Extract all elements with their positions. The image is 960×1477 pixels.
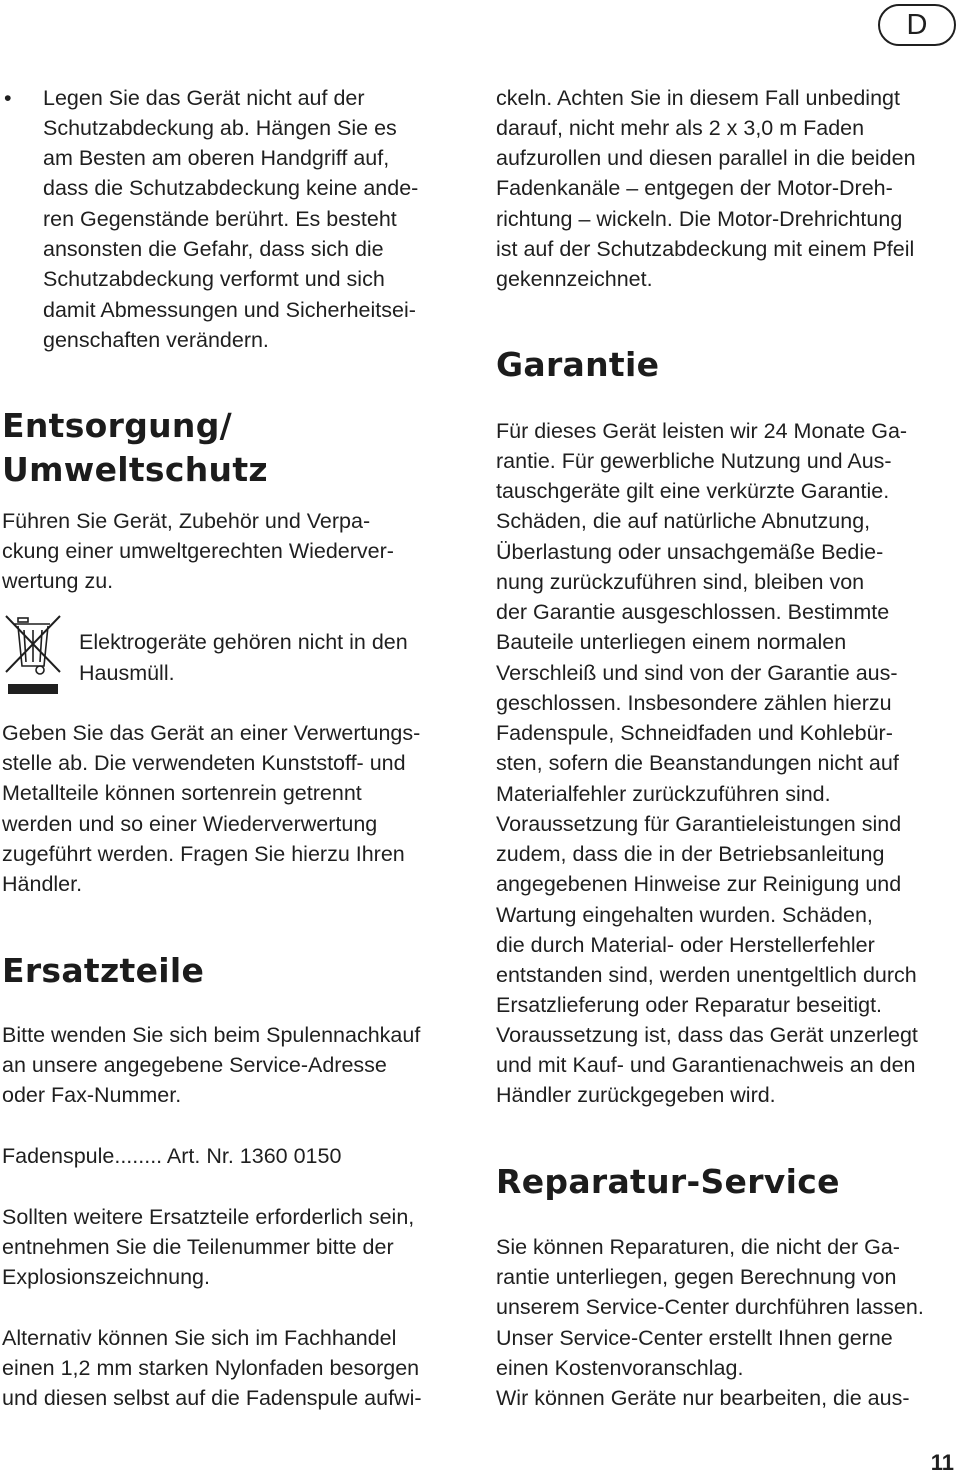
text-line: Für dieses Gerät leisten wir 24 Monate Ga-	[496, 419, 908, 443]
section-heading-entsorgung-line1: Entsorgung/	[2, 406, 232, 445]
text-line: Legen Sie das Gerät nicht auf der	[43, 86, 365, 110]
text-line: Metallteile können sortenrein getrennt	[2, 781, 362, 805]
text-line: Händler.	[2, 872, 83, 896]
text-line: Wir können Geräte nur bearbeiten, die aus-	[496, 1386, 910, 1410]
text-line: Sollten weitere Ersatzteile erforderlich sein,	[2, 1205, 415, 1229]
text-line: gekennzeichnet.	[496, 267, 653, 291]
text-line: dass die Schutzabdeckung keine ande-	[43, 176, 419, 200]
text-line: Wartung eingehalten wurden. Schäden,	[496, 903, 873, 927]
text-line: Fadenkanäle – entgegen der Motor-Dreh-	[496, 176, 893, 200]
text-line: Sie können Reparaturen, die nicht der Ga-	[496, 1235, 900, 1259]
text-line: Explosionszeichnung.	[2, 1265, 210, 1289]
text-line: zugeführt werden. Fragen Sie hierzu Ihren	[2, 842, 405, 866]
text-line: und diesen selbst auf die Fadenspule aufwi-	[2, 1386, 422, 1410]
text-line: stelle ab. Die verwendeten Kunststoff- und	[2, 751, 406, 775]
page-number: 11	[930, 1450, 954, 1475]
text-line: einen 1,2 mm starken Nylonfaden besorgen	[2, 1356, 420, 1380]
text-line: entstanden sind, werden unentgeltlich durch	[496, 963, 917, 987]
text-line: Bauteile unterliegen einem normalen	[496, 630, 847, 654]
text-line: damit Abmessungen und Sicherheitsei-	[43, 298, 416, 322]
text-line: oder Fax-Nummer.	[2, 1083, 182, 1107]
text-line: Verschleiß und sind von der Garantie aus-	[496, 661, 898, 685]
text-line: ckeln. Achten Sie in diesem Fall unbedingt	[496, 86, 900, 110]
text-line: werden und so einer Wiederverwertung	[2, 812, 378, 836]
text-line: Alternativ können Sie sich im Fachhandel	[2, 1326, 397, 1350]
section-heading-ersatzteile: Ersatzteile	[2, 951, 205, 990]
text-line: richtung – wickeln. Die Motor-Drehrichtung	[496, 207, 903, 231]
text-line: Fadenspule, Schneidfaden und Kohlebür-	[496, 721, 893, 745]
text-line: Hausmüll.	[79, 661, 175, 685]
text-line: wertung zu.	[2, 569, 114, 593]
text-line: genschaften verändern.	[43, 328, 269, 352]
text-line: Unser Service-Center erstellt Ihnen gerne	[496, 1326, 893, 1350]
text-line: ren Gegenstände berührt. Es besteht	[43, 207, 397, 231]
text-line: ansonsten die Gefahr, dass sich die	[43, 237, 384, 261]
text-line: sten, sofern die Beanstandungen nicht auf	[496, 751, 899, 775]
text-line: Voraussetzung für Garantieleistungen sind	[496, 812, 902, 836]
text-line: Händler zurückgegeben wird.	[496, 1083, 776, 1107]
text-line: Schutzabdeckung ab. Hängen Sie es	[43, 116, 397, 140]
text-line: Bitte wenden Sie sich beim Spulennachkauf	[2, 1023, 421, 1047]
section-heading-reparatur-service: Reparatur-Service	[496, 1162, 840, 1201]
bullet-symbol: •	[4, 86, 12, 110]
section-heading-garantie: Garantie	[496, 345, 660, 384]
text-line: an unsere angegebene Service-Adresse	[2, 1053, 387, 1077]
text-line: rantie. Für gewerbliche Nutzung und Aus-	[496, 449, 892, 473]
text-line: Schäden, die auf natürliche Abnutzung,	[496, 509, 871, 533]
text-line: am Besten am oberen Handgriff auf,	[43, 146, 390, 170]
text-line: darauf, nicht mehr als 2 x 3,0 m Faden	[496, 116, 865, 140]
part-number-line: Fadenspule........ Art. Nr. 1360 0150	[2, 1144, 342, 1168]
text-line: rantie unterliegen, gegen Berechnung von	[496, 1265, 897, 1289]
text-line: einen Kostenvoranschlag.	[496, 1356, 744, 1380]
text-line: angegebenen Hinweise zur Reinigung und	[496, 872, 902, 896]
text-line: Ersatzlieferung oder Reparatur beseitigt.	[496, 993, 883, 1017]
text-line: Voraussetzung ist, dass das Gerät unzerlegt	[496, 1023, 918, 1047]
text-line: zudem, dass die in der Betriebsanleitung	[496, 842, 885, 866]
text-line: entnehmen Sie die Teilenummer bitte der	[2, 1235, 394, 1259]
text-line: Materialfehler zurückzuführen sind.	[496, 782, 831, 806]
text-line: der Garantie ausgeschlossen. Bestimmte	[496, 600, 890, 624]
text-line: geschlossen. Insbesondere zählen hierzu	[496, 691, 892, 715]
text-line: Elektrogeräte gehören nicht in den	[79, 630, 408, 654]
text-line: ist auf der Schutzabdeckung mit einem Pfeil	[496, 237, 915, 261]
text-line: Geben Sie das Gerät an einer Verwertungs-	[2, 721, 421, 745]
text-line: Überlastung oder unsachgemäße Bedie-	[496, 540, 884, 564]
text-line: nung zurückzuführen sind, bleiben von	[496, 570, 865, 594]
section-heading-entsorgung-line2: Umweltschutz	[2, 450, 268, 489]
language-badge: D	[878, 4, 956, 46]
text-line: Schutzabdeckung verformt und sich	[43, 267, 385, 291]
text-line: die durch Material- oder Herstellerfehler	[496, 933, 875, 957]
text-line: tauschgeräte gilt eine verkürzte Garantie.	[496, 479, 890, 503]
text-line: aufzurollen und diesen parallel in die beiden	[496, 146, 916, 170]
text-line: unserem Service-Center durchführen lassen.	[496, 1295, 924, 1319]
text-line: Führen Sie Gerät, Zubehör und Verpa-	[2, 509, 371, 533]
crossed-out-wheelie-bin-icon	[4, 612, 62, 696]
text-line: und mit Kauf- und Garantienachweis an den	[496, 1053, 916, 1077]
text-line: ckung einer umweltgerechten Wiederver-	[2, 539, 394, 563]
